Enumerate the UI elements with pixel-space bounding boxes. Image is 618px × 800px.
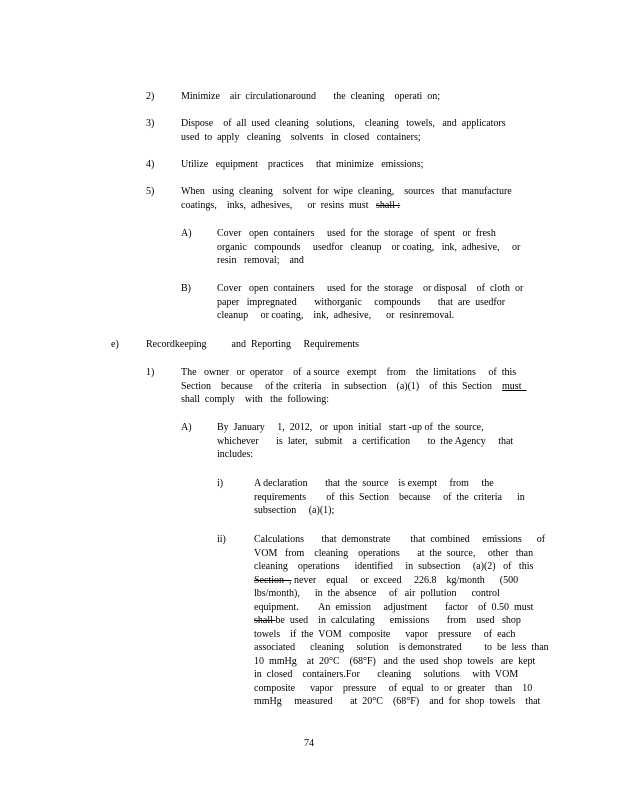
item-e1a-number: A) [181,422,192,433]
text-line [254,614,549,628]
text-line [254,655,549,669]
text-line [254,491,525,505]
text-line [254,547,549,561]
text-line [217,309,523,323]
text-line [254,504,525,518]
item-e1-text [181,366,526,407]
text-line [181,90,440,104]
section-e-heading [146,338,359,352]
text-line [181,366,526,380]
text-segment: coatings, inks, adhesives, or resins must [181,199,376,211]
text-line [181,380,526,394]
text-segment: whichever is later, submit a certification to the Agency that [217,435,514,447]
text-line [254,695,549,709]
item-5-text [181,185,512,212]
text-segment: composite vapor pressure of equal to or greater than 10 [254,682,533,694]
item-ii-number: ii) [217,534,226,545]
item-5b-number: B) [181,283,191,294]
text-segment: organic compounds usedfor cleanup or coating, ink, adhesive, or [217,241,521,253]
text-line [181,393,526,407]
text-segment: A declaration that the source is exempt from the [254,478,494,489]
text-segment: Section because of the criteria in subsection (a)(1) of this Section [181,380,503,392]
text-segment: When using cleaning solvent for wipe cleaning, sources that manufacture [181,186,512,197]
text-line [181,117,506,131]
text-segment: lbs/month), in the absence of air pollution control [254,588,500,599]
text-line [217,227,520,241]
text-segment: towels if the VOM composite vapor pressure of each [254,628,516,640]
text-segment: Calculations that demonstrate that combined emissions of [254,534,546,545]
text-line [254,668,549,682]
text-line [254,533,549,547]
item-e1-number: 1) [146,367,155,378]
text-line [254,601,549,615]
text-line [181,158,423,172]
struck-text: shall [254,615,276,626]
text-segment: includes: [217,449,254,460]
item-2-number: 2) [146,91,155,102]
text-line [254,587,549,601]
item-i-text [254,477,525,518]
text-segment: never equal or exceed 226.8 kg/month (500 [291,574,519,586]
text-segment: Cover open containers used for the storage or disposal of cloth or [217,283,524,294]
section-e-number: e) [111,339,119,350]
text-segment: mmHg measured at 20°C (68°F) and for shop towels that [254,696,541,707]
item-ii-text [254,533,549,709]
text-segment: By January 1, 2012, or upon initial start -up of the source, [217,422,484,433]
text-segment: requirements of this Section because of the criteria in [254,491,525,503]
text-line [181,185,512,199]
text-line [181,199,512,213]
item-e1a-text [217,421,513,462]
text-line [217,435,513,449]
text-segment: Cover open containers used for the storage of spent or fresh [217,228,496,239]
text-segment: VOM from cleaning operations at the source, other than [254,547,534,559]
text-line [254,682,549,696]
text-segment: Utilize equipment practices that minimize emissions; [181,159,424,170]
text-line [217,421,513,435]
item-4-number: 4) [146,159,155,170]
text-line [254,641,549,655]
page-number: 74 [304,738,314,749]
text-line [254,560,549,574]
text-segment: paper impregnated withorganic compounds that are usedfor [217,296,506,308]
text-segment: subsection (a)(1); [254,505,335,516]
text-segment: be used in calculating emissions from used shop [275,615,521,626]
text-line [254,628,549,642]
text-segment: Recordkeeping and Reporting Requirements [146,339,360,350]
text-line [181,131,506,145]
text-segment: The owner or operator of a source exempt from the limitations of this [181,367,517,378]
text-line [146,338,359,352]
item-5-number: 5) [146,186,155,197]
item-5b-text [217,282,523,323]
item-i-number: i) [217,478,224,489]
text-line [217,254,520,268]
struck-text: shall : [375,199,401,211]
text-line [217,448,513,462]
text-segment: in closed containers.For cleaning solutions with VOM [254,669,519,680]
text-segment: equipment. An emission adjustment factor of 0.50 must [254,601,534,613]
item-5a-text [217,227,520,268]
text-segment: Dispose of all used cleaning solutions, cleaning towels, and applicators [181,118,506,129]
text-line [217,241,520,255]
text-segment: cleaning operations identified in subsection (a)(2) of this [254,561,534,572]
item-4-text [181,158,423,172]
text-segment: shall comply with the following: [181,394,330,405]
item-3-number: 3) [146,118,155,129]
item-2-text [181,90,440,104]
text-line [254,477,525,491]
text-line [254,574,549,588]
text-line [217,296,523,310]
item-5a-number: A) [181,228,192,239]
underlined-text: must [502,380,527,392]
text-segment: 10 mmHg at 20°C (68°F) and the used shop towels are kept [254,655,536,667]
text-segment: Minimize air circulationaround the cleaning operati on; [181,91,441,102]
struck-text: Section , [254,574,292,586]
text-segment: resin removal; and [217,255,304,266]
text-segment: cleanup or coating, ink, adhesive, or resinremoval. [217,310,455,321]
text-line [217,282,523,296]
text-segment: associated cleaning solution is demonstrated to be less than [254,642,549,653]
item-3-text [181,117,506,144]
text-segment: used to apply cleaning solvents in closed containers; [181,131,421,143]
